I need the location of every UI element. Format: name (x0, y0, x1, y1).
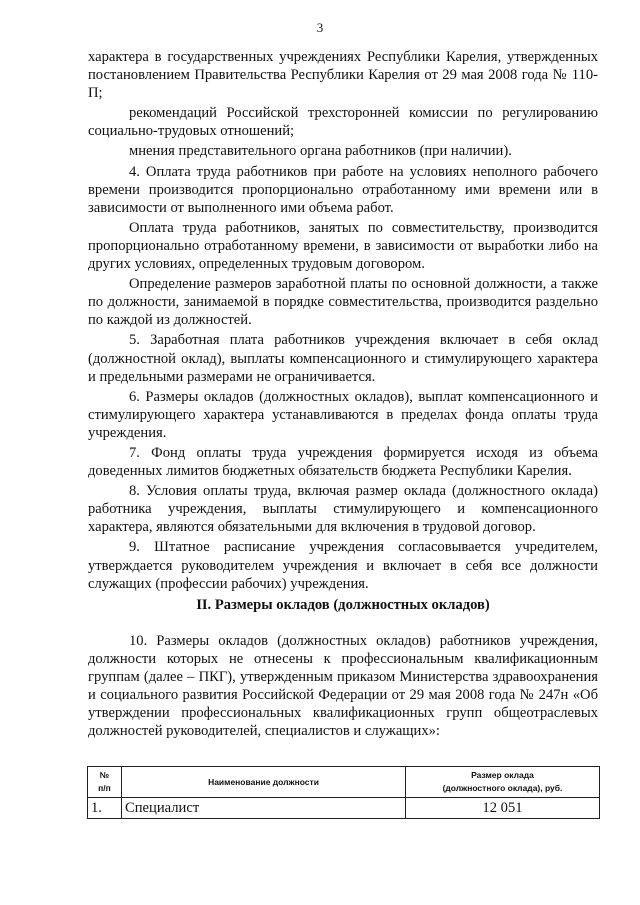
paragraph: характера в государственных учреждениях Республики Карелия, утвержденных постановлением Правительства Республики Карелия от 29 мая 2008 года № 110-П; (88, 49, 598, 102)
header-salary-line2: (должностного оклада), руб. (442, 783, 563, 793)
header-num (88, 767, 122, 798)
page-number: 3 (316, 20, 324, 35)
paragraph: 6. Размеры окладов (должностных окладов), выплат компенсационного и стимулирующего характера устанавливаются в пределах фонда оплаты труда учреждения. (88, 388, 598, 441)
header-salary-line1: Размер оклада (471, 770, 534, 780)
cell-salary: 12 051 (406, 798, 600, 819)
salary-table (87, 766, 600, 819)
header-num-line1: № (99, 770, 110, 780)
body-text (88, 48, 598, 595)
header-salary (406, 767, 600, 798)
paragraph: Оплата труда работников, занятых по совместительству, производится пропорционально отработанному времени, в зависимости от выработки либо на других условиях, определенных трудовым договором. (88, 219, 598, 273)
header-position: Наименование должности (122, 767, 406, 798)
paragraph: 9. Штатное расписание учреждения согласовывается учредителем, утверждается руководителем учреждения и включает в себя все должности служащих (профессии рабочих) учреждения. (88, 539, 598, 592)
table-header-row (88, 767, 600, 798)
section-paragraph: 10. Размеры окладов (должностных окладов) работников учреждения, должности которых не отнесены к профессиональным квалификационным группам (далее – ПКГ), утвержденным приказом Министерства здравоохранения и социального развития Российской Федерации от 29 мая 2008 года № 247н «Об утверждении профессиональных квалификационных групп общеотраслевых должностей руководителей, специалистов и служащих»: (88, 633, 598, 740)
paragraph: 4. Оплата труда работников при работе на условиях неполного рабочего времени производится пропорционально отработанному ими времени или в зависимости от выполненного ими объема работ. (88, 163, 598, 216)
paragraph: мнения представительного органа работников (при наличии). (129, 143, 512, 160)
cell-position: Специалист (122, 798, 406, 819)
section-body (88, 632, 598, 741)
header-num-line2: п/п (98, 783, 111, 793)
paragraph: 5. Заработная плата работников учреждения включает в себя оклад (должностной оклад), выплаты компенсационного и стимулирующего характера и предельными размерами не ограничивается. (88, 332, 598, 385)
paragraph: Определение размеров заработной платы по основной должности, а также по должности, занимаемой в порядке совместительства, производится раздельно по каждой из должностей. (88, 276, 598, 329)
paragraph: 8. Условия оплаты труда, включая размер оклада (должностного оклада) работника учреждения, выплаты стимулирующего и компенсационного характера, являются обязательными для включения в трудовой договор. (88, 483, 598, 536)
paragraph: рекомендаций Российской трехсторонней комиссии по регулированию социально-трудовых отношений; (88, 105, 598, 140)
cell-num: 1. (88, 798, 122, 819)
table-row (88, 798, 600, 819)
paragraph: 7. Фонд оплаты труда учреждения формируется исходя из объема доведенных лимитов бюджетных обязательств бюджета Республики Карелия. (88, 444, 598, 480)
section-heading: II. Размеры окладов (должностных окладов) (196, 597, 490, 613)
